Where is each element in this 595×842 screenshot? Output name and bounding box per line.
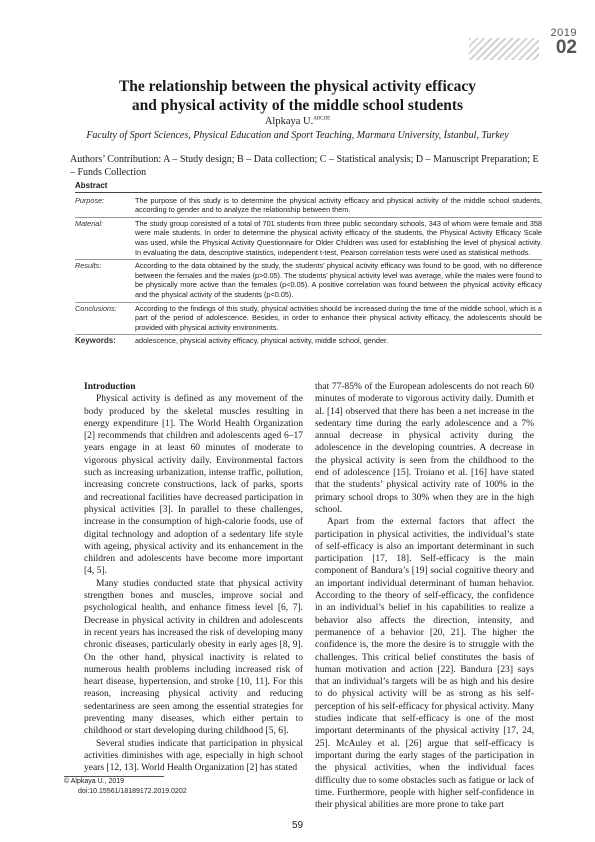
body-paragraph: Many studies conducted state that physical activity strengthen bones and muscles, improve social and psychological health, and enhance fitness level [6, 7]. Decrease in physical activity in children and adolescents in recent years has increased the risk of developing many chronic diseases, particularly obesity in early ages [8, 9]. On the other hand, physical inactivity is related to numerous health problems including increased risk of heart disease, hypertension, and stroke [10, 11]. For this reason, increasing physical activity and reducing sedentariness are seen among the essential strategies for preventing many diseases, which either pertain to childhood or start developing during childhood [5, 6]. bbox=[84, 578, 303, 737]
doi-link[interactable]: doi:10.15561/18189172.2019.0202 bbox=[78, 788, 187, 795]
title-line-1: The relationship between the physical activity efficacy bbox=[118, 78, 477, 95]
abstract-row-results bbox=[75, 260, 542, 302]
copyright-notice: © Alpkaya U., 2019 bbox=[64, 778, 125, 785]
body-column-right bbox=[315, 381, 534, 811]
body-column-left bbox=[84, 381, 303, 775]
abstract-text: The study group consisted of a total of 701 students from three public secondary schools, 343 of whom were female and 358 were male students. In order to determine the physical activity efficacy of the students, the Physical Activity Efficacy Scale was used, while the Physical Activity Questionnaire for Older Children was used for establishing the level of physical activity. In evaluating the data, descriptive statistics, independent t-test, Pearson correlation tests were used as statistical methods. bbox=[135, 218, 542, 257]
abstract-row-purpose bbox=[75, 195, 542, 218]
journal-issue-badge bbox=[551, 27, 577, 56]
abstract-label: Purpose: bbox=[75, 195, 105, 205]
body-paragraph: Apart from the external factors that affect the participation in physical activities, the individual’s state of self-efficacy is also an important determinant in such participation [17, 18]. Self-efficacy is the main component of Bandura’s [19] social cognitive theory and an important individual determinant of human behavior. According to the theory of self-efficacy, the confidence in an individual’s belief in his capabilities to realize a behavior also affects the direction, intensity, and permanence of a behavior [20, 21]. The higher the confidence is, the more the desire is to struggle with the challenges. This critical belief constitutes the basis of human motivation and action [22]. Bandura [23] says that an individual’s targets will be as high and his desire to do physical activity will be as strong as his self-perception of his self-efficacy for physical activity. Many studies indicate that self-efficacy is one of the most important determinants of the physical activity [17, 24, 25]. McAuley et al. [26] argue that self-efficacy is important during the early stages of the participation in the physical activities, when the individual faces difficulty due to some obstacles such as fatigue or lack of time. Furthermore, people with higher self-confidence in their physical abilities are more prone to take part bbox=[315, 517, 534, 811]
affiliation: Faculty of Sport Sciences, Physical Education and Sport Teaching, Marmara University, İstanbul, Turkey bbox=[86, 130, 509, 141]
abstract-text: The purpose of this study is to determine the physical activity efficacy and physical activity of the middle school students, according to gender and to analyze the relationship between them. bbox=[135, 195, 542, 215]
abstract-text: According to the findings of this study, physical activities should be increased during the time of the middle school, which is a part of the period of adolescence. Besides, in order to enhance their physical activity efficacy, the adolescents should be provided with physical activity environments. bbox=[135, 303, 542, 332]
abstract-box bbox=[75, 181, 542, 348]
abstract-text: According to the data obtained by the study, the students’ physical activity efficacy was found to be good, with no difference between the females and the males (p>0.05). The students’ physical activity level was average, while the males were found to be physically more active than the females (p<0.05). A positive correlation was found between the physical activity efficacy and the physical activity of the students (p<0.05). bbox=[135, 261, 542, 299]
keywords-label: Keywords: bbox=[75, 336, 116, 346]
body-paragraph: that 77-85% of the European adolescents do not reach 60 minutes of moderate to vigorous activity daily. Dumith et al. [14] observed that there has been a net increase in the sedentary time during the early adolescence and a 7% annual decrease in physical activity during the adolescence in the developing countries. A decrease in the physical activity is seen from the childhood to the end of adolescence [15]. Troiano et al. [16] have stated that the students’ physical activity rate of 100% in the primary school drops to 30% when they are in the high school. bbox=[315, 382, 534, 515]
abstract-row-material bbox=[75, 218, 542, 260]
abstract-row-keywords bbox=[75, 335, 542, 348]
keywords-text: adolescence, physical activity efficacy, physical activity, middle school, gender. bbox=[135, 336, 389, 346]
article-title bbox=[0, 77, 595, 115]
abstract-row-conclusions bbox=[75, 303, 542, 336]
issue-year: 2019 bbox=[550, 27, 577, 39]
page-number: 59 bbox=[291, 820, 304, 831]
issue-number: 02 bbox=[555, 37, 577, 58]
abstract-label: Material: bbox=[75, 218, 103, 228]
title-line-2: and physical activity of the middle school students bbox=[131, 97, 464, 114]
section-heading-introduction: Introduction bbox=[84, 382, 136, 392]
author-contribution-codes: ABCDE bbox=[313, 116, 331, 122]
body-paragraph: Several studies indicate that participation in physical activities diminishes with age, especially in high school years [12, 13]. World Health Organization [2] has stated bbox=[84, 738, 303, 774]
abstract-label: Results: bbox=[75, 261, 102, 271]
author-line bbox=[0, 116, 595, 127]
body-paragraph: Physical activity is defined as any movement of the body produced by the skeletal muscles resulting in energy expenditure [1]. The World Health Organization [2] recommends that children and adolescents aged 6–17 years engage in at least 60 minutes of moderate to vigorous physical activity daily. Environmental factors such as increasing urbanization, intense traffic, pollution, increasing concrete constructions, lack of parks, sports and recreational facilities have decreased participation in physical activities [3]. In parallel to these challenges, increase in the consumption of high-calorie foods, use of digital technology and adoption of a sedentary life style with ageing, physical activity and its enhancement in the children and adolescents have become more important [4, 5]. bbox=[84, 394, 303, 577]
abstract-heading: Abstract bbox=[75, 181, 542, 193]
author-name: Alpkaya U. bbox=[264, 116, 314, 127]
abstract-label: Conclusions: bbox=[75, 303, 117, 313]
authors-contribution: Authors’ Contribution: A – Study design; B – Data collection; C – Statistical analysis; D – Manuscript Preparation; E – Funds Collection bbox=[70, 154, 539, 178]
footer-divider bbox=[64, 776, 164, 777]
decorative-stripes bbox=[469, 38, 539, 60]
